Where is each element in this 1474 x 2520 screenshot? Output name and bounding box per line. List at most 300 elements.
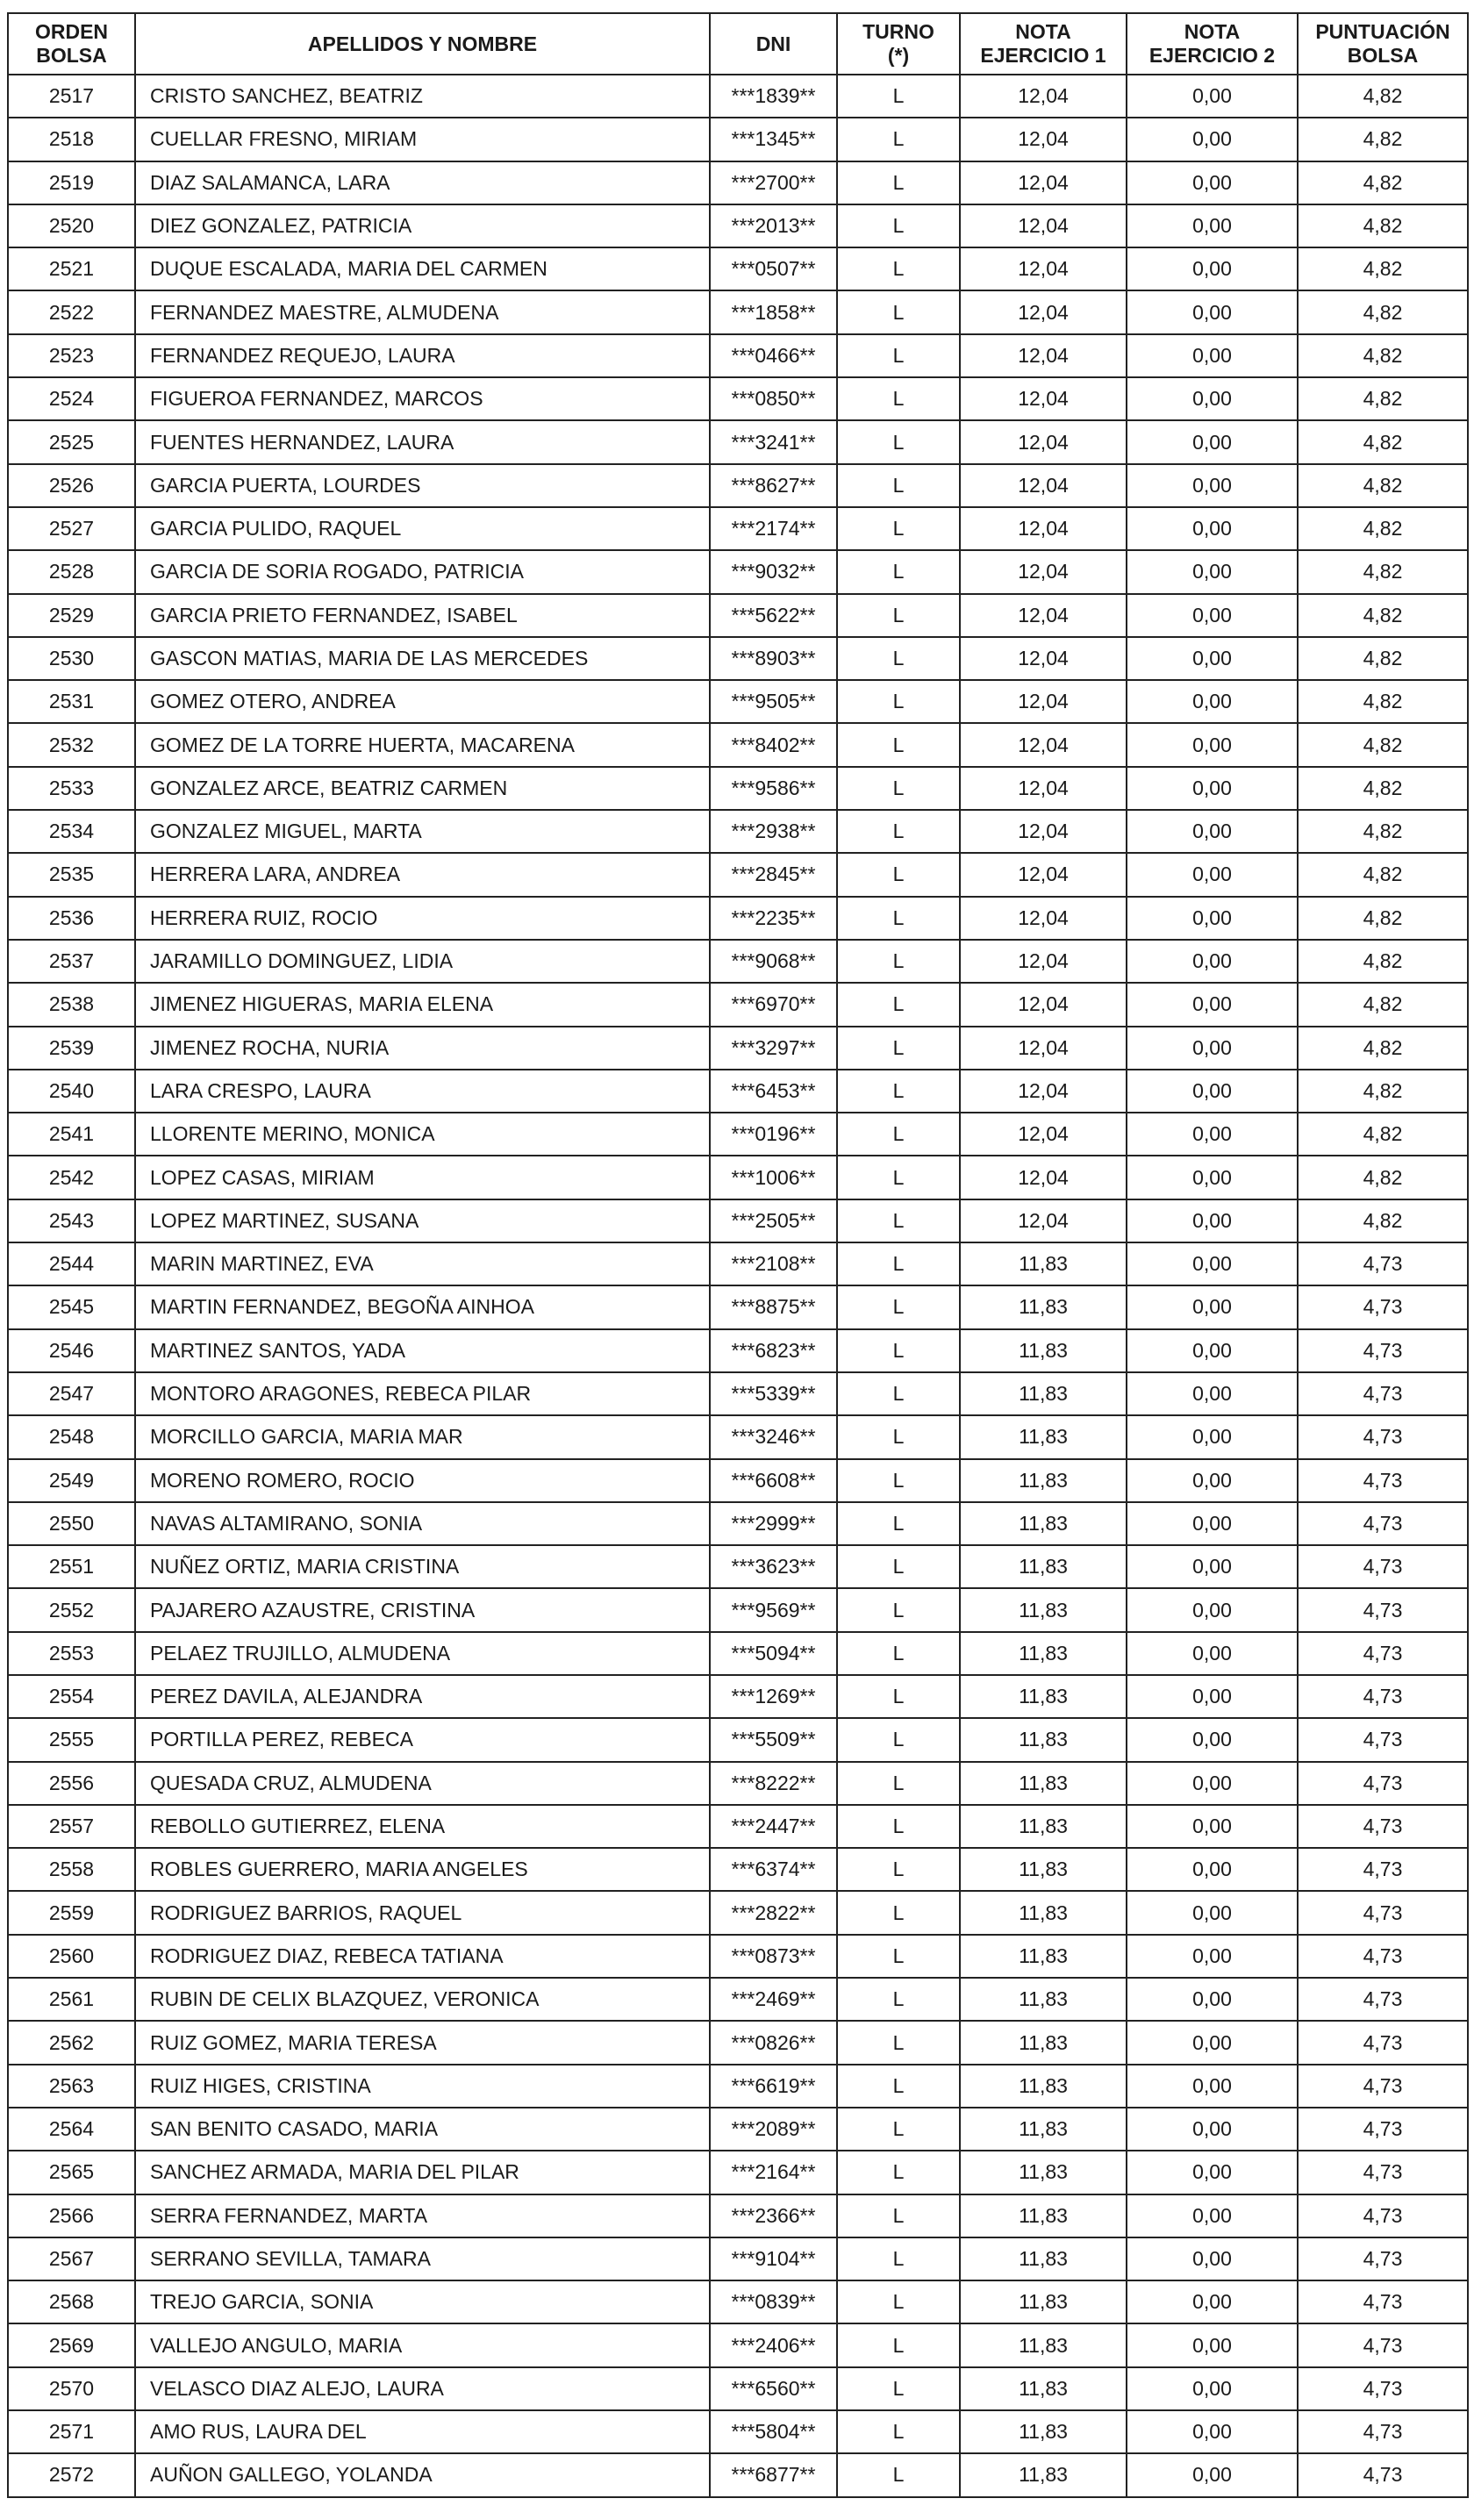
cell-puntuacion: 4,73 xyxy=(1298,1675,1468,1718)
cell-turno: L xyxy=(837,2453,960,2496)
cell-nombre: FUENTES HERNANDEZ, LAURA xyxy=(135,420,710,463)
cell-puntuacion: 4,73 xyxy=(1298,2280,1468,2323)
cell-dni: ***2700** xyxy=(710,161,837,204)
cell-nota-2: 0,00 xyxy=(1127,767,1298,810)
cell-nota-1: 12,04 xyxy=(960,767,1127,810)
table-row xyxy=(8,594,1468,637)
cell-orden: 2541 xyxy=(8,1113,135,1156)
cell-turno: L xyxy=(837,2065,960,2108)
cell-nota-1: 11,83 xyxy=(960,1588,1127,1631)
cell-nota-2: 0,00 xyxy=(1127,464,1298,507)
cell-orden: 2523 xyxy=(8,334,135,377)
cell-dni: ***0873** xyxy=(710,1935,837,1978)
table-row xyxy=(8,767,1468,810)
cell-nota-2: 0,00 xyxy=(1127,377,1298,420)
cell-dni: ***6608** xyxy=(710,1459,837,1502)
cell-orden: 2555 xyxy=(8,1718,135,1761)
cell-nota-2: 0,00 xyxy=(1127,897,1298,940)
header-nota-ejercicio-2 xyxy=(1127,13,1298,75)
cell-turno: L xyxy=(837,2237,960,2280)
table-row xyxy=(8,853,1468,896)
cell-dni: ***2938** xyxy=(710,810,837,853)
cell-puntuacion: 4,73 xyxy=(1298,1978,1468,2021)
cell-nota-2: 0,00 xyxy=(1127,1891,1298,1934)
cell-dni: ***6970** xyxy=(710,983,837,1026)
cell-nota-2: 0,00 xyxy=(1127,637,1298,680)
cell-turno: L xyxy=(837,1718,960,1761)
cell-dni: ***2108** xyxy=(710,1242,837,1285)
cell-dni: ***2235** xyxy=(710,897,837,940)
cell-nombre: AMO RUS, LAURA DEL xyxy=(135,2410,710,2453)
cell-orden: 2545 xyxy=(8,1285,135,1328)
cell-puntuacion: 4,82 xyxy=(1298,247,1468,290)
cell-nota-2: 0,00 xyxy=(1127,680,1298,723)
cell-dni: ***9104** xyxy=(710,2237,837,2280)
cell-dni: ***0196** xyxy=(710,1113,837,1156)
cell-turno: L xyxy=(837,1588,960,1631)
cell-nota-1: 12,04 xyxy=(960,680,1127,723)
cell-turno: L xyxy=(837,1415,960,1458)
cell-nota-1: 12,04 xyxy=(960,897,1127,940)
cell-puntuacion: 4,73 xyxy=(1298,1588,1468,1631)
cell-dni: ***2013** xyxy=(710,204,837,247)
cell-puntuacion: 4,82 xyxy=(1298,507,1468,550)
cell-puntuacion: 4,82 xyxy=(1298,637,1468,680)
cell-puntuacion: 4,82 xyxy=(1298,1199,1468,1242)
cell-nombre: DIAZ SALAMANCA, LARA xyxy=(135,161,710,204)
cell-nombre: GONZALEZ MIGUEL, MARTA xyxy=(135,810,710,853)
cell-nota-2: 0,00 xyxy=(1127,118,1298,161)
cell-orden: 2538 xyxy=(8,983,135,1026)
table-row xyxy=(8,680,1468,723)
table-row xyxy=(8,1545,1468,1588)
cell-orden: 2562 xyxy=(8,2021,135,2064)
cell-puntuacion: 4,73 xyxy=(1298,1329,1468,1372)
table-row xyxy=(8,247,1468,290)
cell-nota-2: 0,00 xyxy=(1127,75,1298,118)
cell-dni: ***9032** xyxy=(710,550,837,593)
cell-nombre: MARIN MARTINEZ, EVA xyxy=(135,1242,710,1285)
cell-dni: ***9569** xyxy=(710,1588,837,1631)
cell-turno: L xyxy=(837,723,960,766)
cell-puntuacion: 4,73 xyxy=(1298,2410,1468,2453)
cell-nota-1: 12,04 xyxy=(960,420,1127,463)
table-row xyxy=(8,1848,1468,1891)
cell-nombre: PEREZ DAVILA, ALEJANDRA xyxy=(135,1675,710,1718)
table-row xyxy=(8,940,1468,983)
cell-nota-1: 12,04 xyxy=(960,1113,1127,1156)
cell-nombre: ROBLES GUERRERO, MARIA ANGELES xyxy=(135,1848,710,1891)
cell-nota-1: 12,04 xyxy=(960,118,1127,161)
cell-turno: L xyxy=(837,1891,960,1934)
cell-nombre: GOMEZ DE LA TORRE HUERTA, MACARENA xyxy=(135,723,710,766)
cell-puntuacion: 4,82 xyxy=(1298,377,1468,420)
cell-orden: 2518 xyxy=(8,118,135,161)
cell-nota-1: 11,83 xyxy=(960,1675,1127,1718)
cell-dni: ***2164** xyxy=(710,2151,837,2194)
cell-nota-2: 0,00 xyxy=(1127,853,1298,896)
cell-orden: 2533 xyxy=(8,767,135,810)
cell-nota-1: 12,04 xyxy=(960,290,1127,333)
cell-dni: ***2999** xyxy=(710,1502,837,1545)
table-row xyxy=(8,1242,1468,1285)
cell-turno: L xyxy=(837,118,960,161)
cell-dni: ***6823** xyxy=(710,1329,837,1372)
cell-nota-2: 0,00 xyxy=(1127,1242,1298,1285)
cell-nombre: GARCIA DE SORIA ROGADO, PATRICIA xyxy=(135,550,710,593)
cell-turno: L xyxy=(837,1027,960,1070)
cell-nota-2: 0,00 xyxy=(1127,2065,1298,2108)
cell-nota-1: 12,04 xyxy=(960,247,1127,290)
table-row xyxy=(8,1027,1468,1070)
cell-nota-1: 11,83 xyxy=(960,2367,1127,2410)
cell-nota-2: 0,00 xyxy=(1127,1372,1298,1415)
cell-nota-1: 12,04 xyxy=(960,594,1127,637)
cell-nombre: LOPEZ CASAS, MIRIAM xyxy=(135,1156,710,1199)
cell-puntuacion: 4,82 xyxy=(1298,853,1468,896)
cell-nota-1: 12,04 xyxy=(960,1027,1127,1070)
cell-nota-1: 12,04 xyxy=(960,161,1127,204)
cell-nombre: SAN BENITO CASADO, MARIA xyxy=(135,2108,710,2151)
table-row xyxy=(8,1285,1468,1328)
cell-nombre: LARA CRESPO, LAURA xyxy=(135,1070,710,1113)
cell-nombre: HERRERA LARA, ANDREA xyxy=(135,853,710,896)
cell-dni: ***3623** xyxy=(710,1545,837,1588)
cell-turno: L xyxy=(837,1285,960,1328)
cell-dni: ***3241** xyxy=(710,420,837,463)
cell-nombre: PORTILLA PEREZ, REBECA xyxy=(135,1718,710,1761)
table-row xyxy=(8,420,1468,463)
cell-puntuacion: 4,73 xyxy=(1298,1372,1468,1415)
cell-nombre: GASCON MATIAS, MARIA DE LAS MERCEDES xyxy=(135,637,710,680)
cell-dni: ***1839** xyxy=(710,75,837,118)
table-row xyxy=(8,2065,1468,2108)
cell-dni: ***0850** xyxy=(710,377,837,420)
cell-nota-1: 11,83 xyxy=(960,1935,1127,1978)
cell-nota-1: 11,83 xyxy=(960,2065,1127,2108)
table-row xyxy=(8,550,1468,593)
table-row xyxy=(8,118,1468,161)
cell-puntuacion: 4,82 xyxy=(1298,1070,1468,1113)
cell-turno: L xyxy=(837,1805,960,1848)
cell-orden: 2551 xyxy=(8,1545,135,1588)
cell-nombre: NAVAS ALTAMIRANO, SONIA xyxy=(135,1502,710,1545)
cell-dni: ***1269** xyxy=(710,1675,837,1718)
table-row xyxy=(8,2237,1468,2280)
cell-dni: ***2406** xyxy=(710,2323,837,2366)
cell-nota-1: 11,83 xyxy=(960,2237,1127,2280)
cell-nota-1: 11,83 xyxy=(960,1242,1127,1285)
cell-puntuacion: 4,82 xyxy=(1298,1027,1468,1070)
cell-orden: 2521 xyxy=(8,247,135,290)
cell-dni: ***8402** xyxy=(710,723,837,766)
cell-dni: ***6374** xyxy=(710,1848,837,1891)
table-row xyxy=(8,377,1468,420)
cell-turno: L xyxy=(837,897,960,940)
cell-orden: 2557 xyxy=(8,1805,135,1848)
table-row xyxy=(8,290,1468,333)
cell-nota-1: 11,83 xyxy=(960,1848,1127,1891)
cell-dni: ***6619** xyxy=(710,2065,837,2108)
cell-nombre: FERNANDEZ MAESTRE, ALMUDENA xyxy=(135,290,710,333)
cell-nota-2: 0,00 xyxy=(1127,1329,1298,1372)
cell-orden: 2572 xyxy=(8,2453,135,2496)
cell-orden: 2525 xyxy=(8,420,135,463)
table-row xyxy=(8,2280,1468,2323)
cell-nota-2: 0,00 xyxy=(1127,1675,1298,1718)
cell-dni: ***8627** xyxy=(710,464,837,507)
cell-orden: 2549 xyxy=(8,1459,135,1502)
cell-nota-2: 0,00 xyxy=(1127,940,1298,983)
cell-nombre: JIMENEZ HIGUERAS, MARIA ELENA xyxy=(135,983,710,1026)
header-puntuacion-line1: PUNTUACIÓN xyxy=(1315,20,1450,43)
table-row xyxy=(8,1070,1468,1113)
cell-nota-2: 0,00 xyxy=(1127,983,1298,1026)
cell-turno: L xyxy=(837,594,960,637)
cell-dni: ***0507** xyxy=(710,247,837,290)
cell-turno: L xyxy=(837,1070,960,1113)
cell-puntuacion: 4,82 xyxy=(1298,464,1468,507)
cell-nota-1: 11,83 xyxy=(960,2021,1127,2064)
cell-puntuacion: 4,73 xyxy=(1298,1415,1468,1458)
table-row xyxy=(8,464,1468,507)
cell-nota-2: 0,00 xyxy=(1127,2410,1298,2453)
cell-turno: L xyxy=(837,507,960,550)
cell-puntuacion: 4,73 xyxy=(1298,1848,1468,1891)
cell-nota-1: 11,83 xyxy=(960,1329,1127,1372)
cell-nombre: MORCILLO GARCIA, MARIA MAR xyxy=(135,1415,710,1458)
cell-turno: L xyxy=(837,1978,960,2021)
cell-puntuacion: 4,73 xyxy=(1298,2151,1468,2194)
cell-nota-1: 11,83 xyxy=(960,1762,1127,1805)
cell-turno: L xyxy=(837,334,960,377)
header-dni: DNI xyxy=(710,13,837,75)
cell-nota-2: 0,00 xyxy=(1127,2367,1298,2410)
cell-nombre: QUESADA CRUZ, ALMUDENA xyxy=(135,1762,710,1805)
cell-dni: ***2366** xyxy=(710,2194,837,2237)
table-row xyxy=(8,2194,1468,2237)
cell-puntuacion: 4,82 xyxy=(1298,594,1468,637)
cell-turno: L xyxy=(837,940,960,983)
cell-nombre: TREJO GARCIA, SONIA xyxy=(135,2280,710,2323)
cell-nota-2: 0,00 xyxy=(1127,1805,1298,1848)
cell-puntuacion: 4,82 xyxy=(1298,810,1468,853)
cell-nota-2: 0,00 xyxy=(1127,161,1298,204)
cell-nota-1: 12,04 xyxy=(960,810,1127,853)
cell-orden: 2527 xyxy=(8,507,135,550)
cell-puntuacion: 4,82 xyxy=(1298,940,1468,983)
table-row xyxy=(8,334,1468,377)
cell-nota-1: 12,04 xyxy=(960,983,1127,1026)
cell-orden: 2543 xyxy=(8,1199,135,1242)
cell-nota-2: 0,00 xyxy=(1127,334,1298,377)
table-row xyxy=(8,507,1468,550)
cell-puntuacion: 4,73 xyxy=(1298,2237,1468,2280)
cell-dni: ***9505** xyxy=(710,680,837,723)
table-row xyxy=(8,897,1468,940)
cell-nombre: REBOLLO GUTIERREZ, ELENA xyxy=(135,1805,710,1848)
cell-puntuacion: 4,73 xyxy=(1298,2021,1468,2064)
table-row xyxy=(8,1805,1468,1848)
cell-nombre: HERRERA RUIZ, ROCIO xyxy=(135,897,710,940)
cell-nota-1: 11,83 xyxy=(960,2194,1127,2237)
cell-dni: ***8222** xyxy=(710,1762,837,1805)
cell-nota-1: 11,83 xyxy=(960,2453,1127,2496)
cell-orden: 2548 xyxy=(8,1415,135,1458)
cell-turno: L xyxy=(837,1762,960,1805)
cell-nota-2: 0,00 xyxy=(1127,594,1298,637)
cell-nota-1: 11,83 xyxy=(960,1632,1127,1675)
cell-puntuacion: 4,73 xyxy=(1298,1502,1468,1545)
cell-dni: ***5622** xyxy=(710,594,837,637)
cell-nota-1: 11,83 xyxy=(960,1285,1127,1328)
cell-nota-2: 0,00 xyxy=(1127,1415,1298,1458)
cell-dni: ***0839** xyxy=(710,2280,837,2323)
cell-puntuacion: 4,73 xyxy=(1298,1935,1468,1978)
cell-orden: 2534 xyxy=(8,810,135,853)
header-row xyxy=(8,13,1468,75)
cell-nota-2: 0,00 xyxy=(1127,2151,1298,2194)
cell-dni: ***3246** xyxy=(710,1415,837,1458)
cell-puntuacion: 4,82 xyxy=(1298,983,1468,1026)
cell-dni: ***8903** xyxy=(710,637,837,680)
cell-orden: 2566 xyxy=(8,2194,135,2237)
cell-puntuacion: 4,73 xyxy=(1298,1459,1468,1502)
cell-orden: 2570 xyxy=(8,2367,135,2410)
cell-puntuacion: 4,73 xyxy=(1298,1545,1468,1588)
cell-nota-2: 0,00 xyxy=(1127,1978,1298,2021)
cell-orden: 2567 xyxy=(8,2237,135,2280)
table-row xyxy=(8,1675,1468,1718)
cell-nombre: CUELLAR FRESNO, MIRIAM xyxy=(135,118,710,161)
cell-nota-2: 0,00 xyxy=(1127,1718,1298,1761)
cell-nota-1: 12,04 xyxy=(960,204,1127,247)
cell-orden: 2564 xyxy=(8,2108,135,2151)
cell-orden: 2517 xyxy=(8,75,135,118)
cell-nombre: RODRIGUEZ BARRIOS, RAQUEL xyxy=(135,1891,710,1934)
cell-puntuacion: 4,82 xyxy=(1298,118,1468,161)
cell-nombre: DUQUE ESCALADA, MARIA DEL CARMEN xyxy=(135,247,710,290)
cell-nombre: VALLEJO ANGULO, MARIA xyxy=(135,2323,710,2366)
table-body xyxy=(8,75,1468,2497)
table-row xyxy=(8,2453,1468,2496)
cell-nombre: GARCIA PULIDO, RAQUEL xyxy=(135,507,710,550)
table-row xyxy=(8,1935,1468,1978)
cell-nota-2: 0,00 xyxy=(1127,1113,1298,1156)
header-nota1-line1: NOTA xyxy=(1015,20,1071,43)
cell-turno: L xyxy=(837,2410,960,2453)
table-row xyxy=(8,1762,1468,1805)
cell-orden: 2550 xyxy=(8,1502,135,1545)
cell-orden: 2565 xyxy=(8,2151,135,2194)
cell-nombre: LLORENTE MERINO, MONICA xyxy=(135,1113,710,1156)
cell-nota-2: 0,00 xyxy=(1127,2453,1298,2496)
cell-puntuacion: 4,73 xyxy=(1298,2323,1468,2366)
cell-turno: L xyxy=(837,2323,960,2366)
cell-nombre: GOMEZ OTERO, ANDREA xyxy=(135,680,710,723)
cell-dni: ***8875** xyxy=(710,1285,837,1328)
cell-orden: 2539 xyxy=(8,1027,135,1070)
table-row xyxy=(8,1588,1468,1631)
cell-nota-1: 11,83 xyxy=(960,1891,1127,1934)
cell-nota-1: 11,83 xyxy=(960,1502,1127,1545)
cell-turno: L xyxy=(837,853,960,896)
header-nota2-line1: NOTA xyxy=(1184,20,1241,43)
cell-nombre: GARCIA PUERTA, LOURDES xyxy=(135,464,710,507)
cell-puntuacion: 4,73 xyxy=(1298,2367,1468,2410)
table-row xyxy=(8,637,1468,680)
cell-orden: 2563 xyxy=(8,2065,135,2108)
cell-dni: ***2089** xyxy=(710,2108,837,2151)
cell-turno: L xyxy=(837,2151,960,2194)
header-orden-bolsa-line2: BOLSA xyxy=(36,44,107,67)
cell-nombre: SERRANO SEVILLA, TAMARA xyxy=(135,2237,710,2280)
cell-nota-2: 0,00 xyxy=(1127,1070,1298,1113)
cell-nombre: MARTINEZ SANTOS, YADA xyxy=(135,1329,710,1372)
cell-turno: L xyxy=(837,377,960,420)
results-table xyxy=(7,12,1469,2498)
cell-turno: L xyxy=(837,1242,960,1285)
cell-nombre: PAJARERO AZAUSTRE, CRISTINA xyxy=(135,1588,710,1631)
cell-orden: 2569 xyxy=(8,2323,135,2366)
cell-dni: ***2845** xyxy=(710,853,837,896)
cell-orden: 2540 xyxy=(8,1070,135,1113)
cell-dni: ***2447** xyxy=(710,1805,837,1848)
cell-orden: 2568 xyxy=(8,2280,135,2323)
cell-orden: 2547 xyxy=(8,1372,135,1415)
cell-nombre: GARCIA PRIETO FERNANDEZ, ISABEL xyxy=(135,594,710,637)
cell-turno: L xyxy=(837,983,960,1026)
cell-orden: 2553 xyxy=(8,1632,135,1675)
cell-turno: L xyxy=(837,2108,960,2151)
cell-nombre: RUBIN DE CELIX BLAZQUEZ, VERONICA xyxy=(135,1978,710,2021)
cell-orden: 2537 xyxy=(8,940,135,983)
cell-dni: ***0466** xyxy=(710,334,837,377)
cell-nota-1: 12,04 xyxy=(960,940,1127,983)
table-row xyxy=(8,2108,1468,2151)
cell-nombre: RUIZ HIGES, CRISTINA xyxy=(135,2065,710,2108)
cell-nota-1: 11,83 xyxy=(960,2108,1127,2151)
cell-nota-2: 0,00 xyxy=(1127,1762,1298,1805)
table-row xyxy=(8,2151,1468,2194)
cell-orden: 2559 xyxy=(8,1891,135,1934)
cell-nombre: SERRA FERNANDEZ, MARTA xyxy=(135,2194,710,2237)
cell-turno: L xyxy=(837,1675,960,1718)
cell-nota-2: 0,00 xyxy=(1127,290,1298,333)
cell-nombre: GONZALEZ ARCE, BEATRIZ CARMEN xyxy=(135,767,710,810)
cell-nota-1: 12,04 xyxy=(960,723,1127,766)
cell-nombre: LOPEZ MARTINEZ, SUSANA xyxy=(135,1199,710,1242)
cell-puntuacion: 4,82 xyxy=(1298,334,1468,377)
cell-turno: L xyxy=(837,2021,960,2064)
cell-nombre: RODRIGUEZ DIAZ, REBECA TATIANA xyxy=(135,1935,710,1978)
cell-orden: 2554 xyxy=(8,1675,135,1718)
cell-nota-2: 0,00 xyxy=(1127,1935,1298,1978)
cell-nota-2: 0,00 xyxy=(1127,204,1298,247)
cell-dni: ***5804** xyxy=(710,2410,837,2453)
header-nota1-line2: EJERCICIO 1 xyxy=(980,44,1106,67)
cell-turno: L xyxy=(837,464,960,507)
header-turno-line1: TURNO xyxy=(862,20,934,43)
table-row xyxy=(8,1372,1468,1415)
table-row xyxy=(8,1632,1468,1675)
cell-orden: 2526 xyxy=(8,464,135,507)
cell-nota-2: 0,00 xyxy=(1127,1027,1298,1070)
table-row xyxy=(8,2367,1468,2410)
cell-nota-1: 12,04 xyxy=(960,464,1127,507)
header-puntuacion-line2: BOLSA xyxy=(1347,44,1419,67)
cell-nota-1: 11,83 xyxy=(960,2151,1127,2194)
